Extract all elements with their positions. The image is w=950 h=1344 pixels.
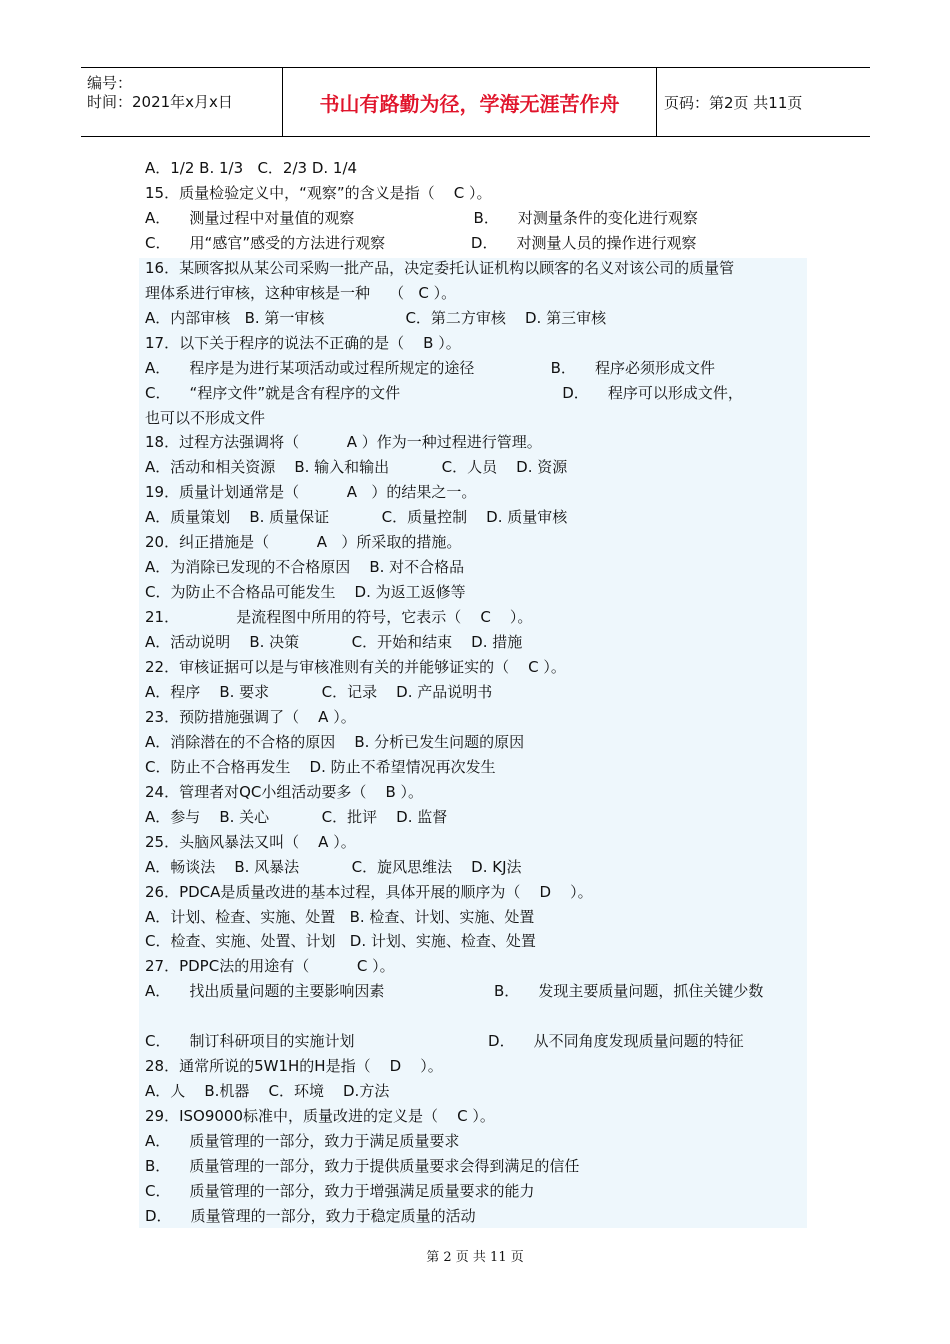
text-line: 也可以不形成文件: [145, 408, 266, 427]
text-line: A．计划、检查、实施、处置 B. 检查、计划、实施、处置: [145, 907, 535, 926]
text-line: D． 质量管理的一部分，致力于稳定质量的活动: [145, 1206, 476, 1225]
text-line: A． 质量管理的一部分，致力于满足质量要求: [145, 1132, 460, 1151]
text-line: 29．ISO9000标准中，质量改进的定义是（ C ）。: [145, 1107, 495, 1126]
text-line: 18．过程方法强调将（ A ）作为一种过程进行管理。: [145, 433, 542, 452]
header-page-info: 页码：第2页 共11页: [664, 94, 803, 112]
text-line: A．1/2 B. 1/3 C．2/3 D. 1/4: [145, 159, 358, 177]
text-line: 26．PDCA是质量改进的基本过程，具体开展的顺序为（ D ）。: [145, 882, 593, 901]
text-line: 23．预防措施强调了（ A ）。: [145, 707, 356, 726]
text-line: A．人 B.机器 C．环境 D.方法: [145, 1082, 390, 1101]
text-line: 15．质量检验定义中，“观察”的含义是指（ C ）。: [145, 183, 492, 202]
text-line: C． “程序文件”就是含有程序的文件 D． 程序可以形成文件，: [145, 383, 743, 402]
header-motto: 书山有路勤为径，学海无涯苦作舟: [319, 92, 620, 116]
text-line: C．检查、实施、处置、计划 D. 计划、实施、检查、处置: [145, 932, 536, 951]
document-time-label: 时间：2021年x月x日: [87, 93, 233, 111]
text-line: B． 质量管理的一部分，致力于提供质量要求会得到满足的信任: [145, 1157, 580, 1175]
text-line: 27．PDPC法的用途有（ C ）。: [145, 957, 395, 976]
text-line: 16．某顾客拟从某公司采购一批产品，决定委托认证机构以顾客的名义对该公司的质量管: [145, 258, 735, 277]
text-line: 22．审核证据可以是与审核准则有关的并能够证实的（ C ）。: [145, 658, 566, 676]
question-content: [139, 158, 807, 1228]
text-line: A．消除潜在的不合格的原因 B. 分析已发生问题的原因: [145, 732, 525, 751]
text-line: A．活动说明 B. 决策 C．开始和结束 D. 措施: [145, 633, 523, 652]
text-line: 20．纠正措施是（ A ）所采取的措施。: [145, 533, 462, 552]
text-line: A．程序 B. 要求 C．记录 D. 产品说明书: [145, 682, 493, 701]
text-line: C．防止不合格再发生 D. 防止不希望情况再次发生: [145, 757, 496, 776]
text-line: 24．管理者对QC小组活动要多（ B ）。: [145, 782, 423, 801]
header-motto-cell: [283, 68, 657, 136]
text-line: C． 质量管理的一部分，致力于增强满足质量要求的能力: [145, 1181, 535, 1200]
text-line: 28．通常所说的5W1H的H是指（ D ）。: [145, 1057, 443, 1076]
text-line: 理体系进行审核，这种审核是一种 （ C ）。: [145, 283, 457, 302]
text-line: A． 测量过程中对量值的观察 B． 对测量条件的变化进行观察: [145, 208, 698, 227]
text-line: A．为消除已发现的不合格原因 B. 对不合格品: [145, 558, 465, 577]
text-line: A．畅谈法 B. 风暴法 C．旋风思维法 D. KJ法: [145, 857, 522, 876]
text-line: C．为防止不合格品可能发生 D. 为返工返修等: [145, 583, 466, 602]
text-line: 21． 是流程图中所用的符号，它表示（ C ）。: [145, 608, 533, 627]
text-line: A． 程序是为进行某项活动或过程所规定的途径 B． 程序必须形成文件: [145, 358, 715, 377]
text-line: C． 制订科研项目的实施计划 D． 从不同角度发现质量问题的特征: [145, 1032, 744, 1051]
text-line: 19．质量计划通常是（ A ）的结果之一。: [145, 483, 477, 502]
text-line: A．参与 B. 关心 C．批评 D. 监督: [145, 807, 448, 826]
header-page-cell: [657, 68, 870, 136]
page-footer: 第 2 页 共 11 页: [426, 1250, 524, 1265]
text-line: A．内部审核 B. 第一审核 C．第二方审核 D. 第三审核: [145, 308, 607, 327]
text-line: C． 用“感官”感受的方法进行观察 D． 对测量人员的操作进行观察: [145, 233, 697, 252]
text-line: 17．以下关于程序的说法不正确的是（ B ）。: [145, 333, 461, 352]
text-line: A． 找出质量问题的主要影响因素 B． 发现主要质量问题，抓住关键少数: [145, 982, 764, 1001]
text-line: A．质量策划 B. 质量保证 C．质量控制 D. 质量审核: [145, 508, 568, 527]
text-line: A．活动和相关资源 B. 输入和输出 C．人员 D. 资源: [145, 458, 568, 477]
page-header: [81, 67, 870, 137]
text-line: 25．头脑风暴法又叫（ A ）。: [145, 832, 356, 851]
header-info-cell: [81, 68, 283, 136]
document-code-label: 编号：: [87, 74, 133, 92]
